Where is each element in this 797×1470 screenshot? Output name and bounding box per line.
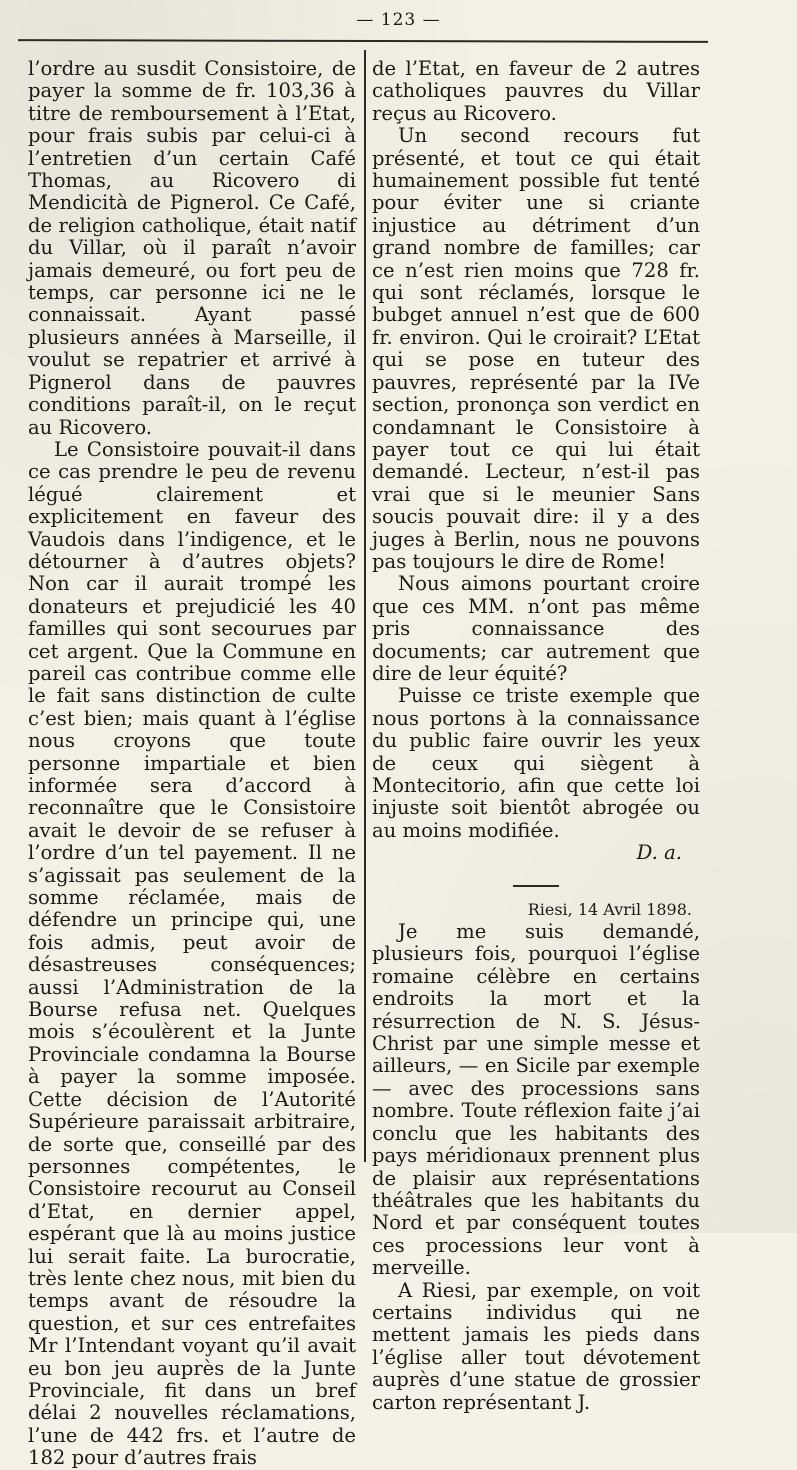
column-divider xyxy=(364,50,366,1162)
right-column xyxy=(372,58,700,1414)
header-rule xyxy=(18,39,708,43)
dateline: Riesi, 14 Avril 1898. xyxy=(527,899,692,919)
left-paragraph-1: l’ordre au susdit Consistoire, de payer la somme de fr. 103,36 à titre de remboursement à l’Etat, pour frais subis par celui-ci à l’entretien d’un certain Café Thomas, au Ricovero di Mendicità de Pignerol. Ce Café, de religion catholique, était natif du Villar, où il paraît n’avoir jamais demeuré, ou fort peu de temps, car personne ici ne le connaissait. Ayant passé plusieurs années à Marseille, il voulut se repatrier et arrivé à Pignerol dans de pauvres conditions paraît-il, on le reçut au Ricovero. xyxy=(28,57,356,439)
article-signature: D. a. xyxy=(636,841,682,865)
left-column xyxy=(28,58,356,1470)
right-paragraph-1: de l’Etat, en faveur de 2 autres catholiques pauvres du Villar reçus au Ricovero. xyxy=(372,57,700,125)
right-paragraph-4: Puisse ce triste exemple que nous portons à la connaissance du public faire ouvrir les yeux de ceux qui siègent à Montecitorio, afin que cette loi injuste soit bientôt abrogée ou au moins modifiée. xyxy=(372,684,700,842)
page-number: — 123 — xyxy=(356,10,441,30)
right-paragraph-3: Nous aimons pourtant croire que ces MM. n’ont pas même pris connaissance des documents; car autrement que dire de leur équité? xyxy=(372,572,700,685)
right-paragraph-2: Un second recours fut présenté, et tout ce qui était humainement possible fut tenté pour éviter une si criante injustice au détriment d’un grand nombre de familles; car ce n’est rien moins que 728 fr. qui sont réclamés, lorsque le bubget annuel n’est que de 600 fr. environ. Qui le croirait? L’Etat qui se pose en tuteur des pauvres, représenté par la IVe section, prononça son verdict en condamnant le Consistoire à payer tout ce qui lui était demandé. Lecteur, n’est-il pas vrai que si le meunier Sans soucis pouvait dire: il y a des juges à Berlin, nous ne pouvons pas toujours le dire de Rome! xyxy=(372,124,700,573)
right-paragraph-6: A Riesi, par exemple, on voit certains individus qui ne mettent jamais les pieds dans l’église aller tout dévotement auprès d’une statue de grossier carton représentant J. xyxy=(372,1278,700,1414)
left-paragraph-2: Le Consistoire pouvait-il dans ce cas prendre le peu de revenu légué clairement et explicitement en faveur des Vaudois dans l’indigence, et le détourner à d’autres objets? Non car il aurait trompé les donateurs et prejudicié les 40 familles qui sont secourues par cet argent. Que la Commune en pareil cas contribue comme elle le fait sans distinction de culte c’est bien; mais quant à l’église nous croyons que toute personne impartiale et bien informée sera d’accord à reconnaître que le Consistoire avait le devoir de se refuser à l’ordre d’un tel payement. Il ne s’agissait pas seulement de la somme réclamée, mais de défendre un principe qui, une fois admis, peut avoir de désastreuses conséquences; aussi l’Administration de la Bourse refusa net. Quelques mois s’écoulèrent et la Junte Provinciale condamna la Bourse à payer la somme imposée. Cette décision de l’Autorité Supérieure paraissait arbitraire, de sorte que, conseillé par des personnes compétentes, le Consistoire recourut au Conseil d’Etat, en dernier appel, espérant que là au moins justice lui serait faite. La burocratie, très lente chez nous, mit bien du temps avant de résoudre la question, et sur ces entrefaites Mr l’Intendant voyant qu’il avait eu bon jeu auprès de la Junte Provinciale, fit dans un bref délai 2 nouvelles réclamations, l’une de 442 frs. et l’autre de 182 pour d’autres frais xyxy=(28,437,356,1470)
right-paragraph-5: Je me suis demandé, plusieurs fois, pourquoi l’église romaine célèbre en certains endroits la mort et la résurrection de N. S. Jésus-Christ par une simple messe et ailleurs, — en Sicile par exemple — avec des processions sans nombre. Toute réflexion faite j’ai conclu que les habitants des pays méridionaux prennent plus de plaisir aux représentations théâtrales que les habitants du Nord et par conséquent toutes ces processions leur vont à merveille. xyxy=(372,920,700,1280)
section-separator xyxy=(513,885,559,887)
